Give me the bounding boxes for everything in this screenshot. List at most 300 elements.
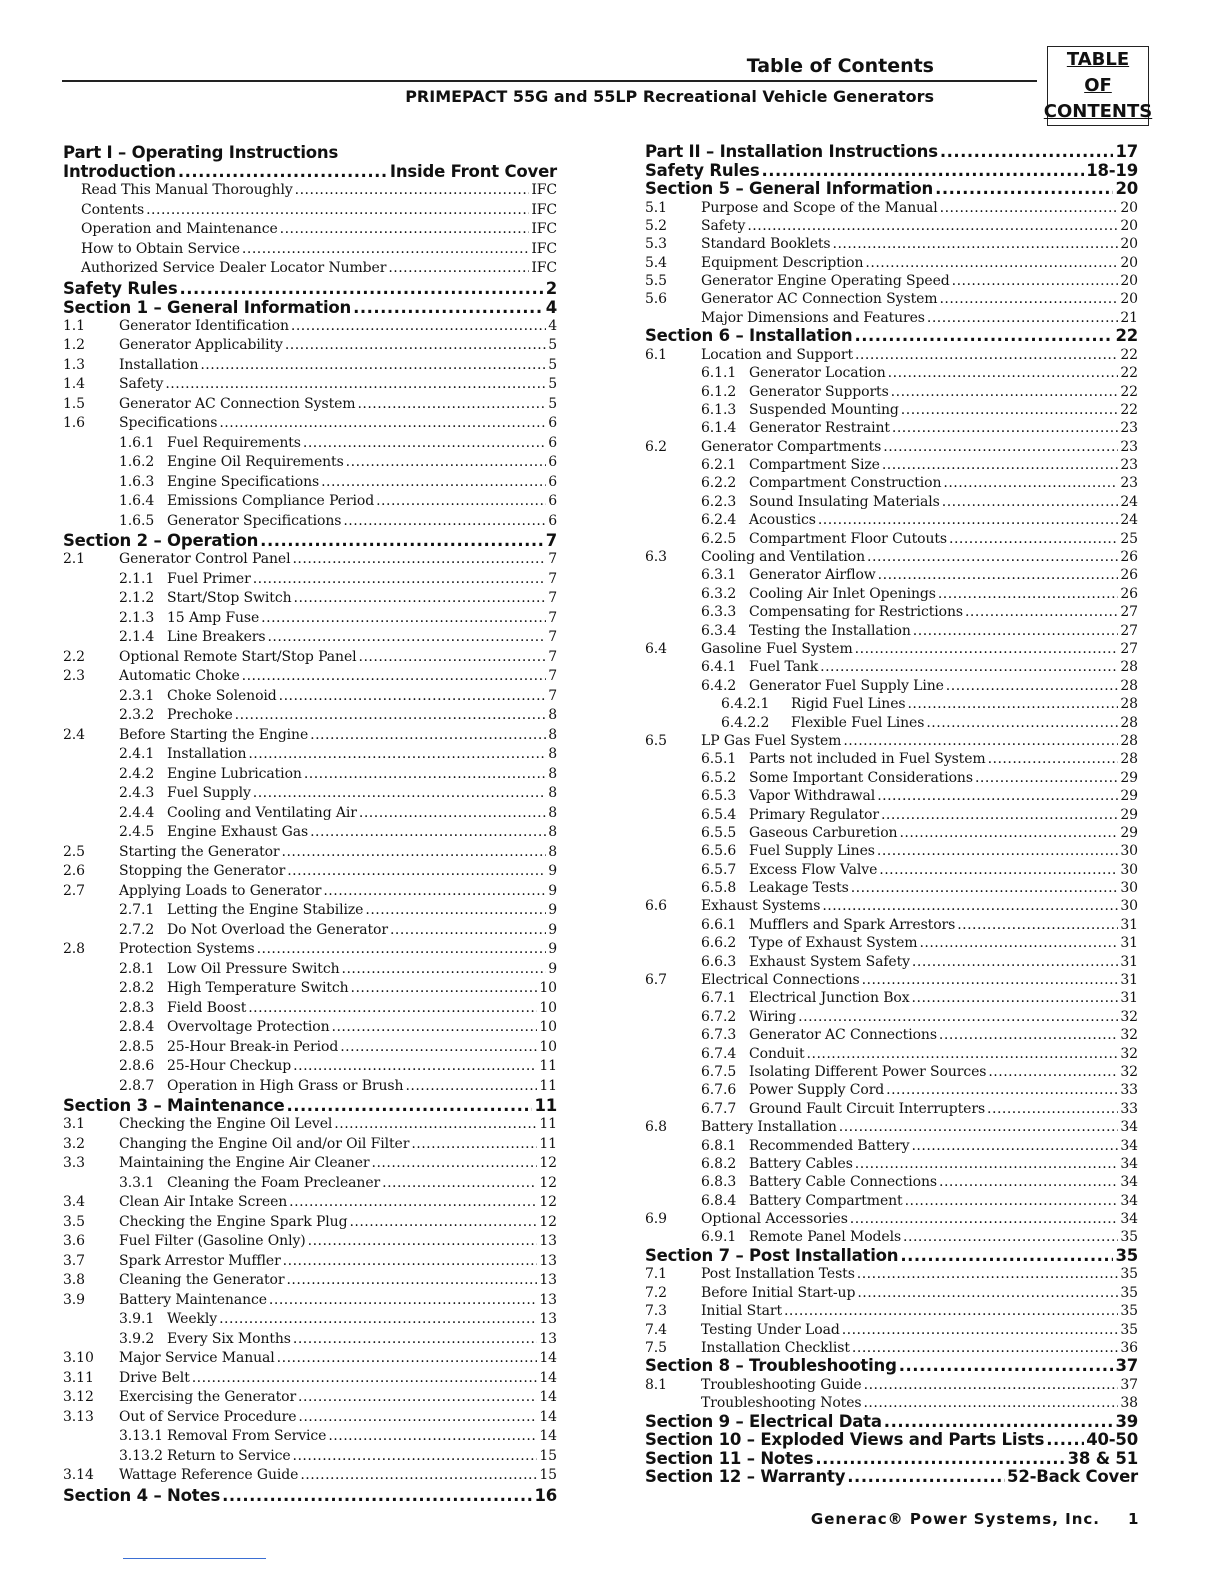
toc-entry[interactable] xyxy=(645,677,1138,695)
toc-entry[interactable] xyxy=(63,843,557,863)
toc-page-number: 10 xyxy=(539,1019,557,1035)
toc-entry-number: 6.5.7 xyxy=(701,861,737,878)
toc-page-number: 52-Back Cover xyxy=(1007,1467,1138,1487)
toc-entry[interactable] xyxy=(63,1271,557,1291)
toc-page-number: 33 xyxy=(1120,1082,1138,1099)
toc-entry-title: Automatic Choke xyxy=(119,668,240,684)
dot-leader xyxy=(943,474,1118,492)
toc-entry[interactable] xyxy=(63,1135,557,1155)
toc-section-heading[interactable] xyxy=(645,1413,1138,1432)
toc-section-heading[interactable] xyxy=(645,1247,1138,1266)
toc-entry-number: 2.1.1 xyxy=(119,570,155,587)
toc-page-number: 10 xyxy=(539,999,557,1016)
toc-entry[interactable] xyxy=(63,901,557,921)
dot-leader xyxy=(293,1330,537,1350)
toc-page-number: 29 xyxy=(1120,824,1138,841)
toc-entry[interactable] xyxy=(63,201,557,221)
toc-entry-title: Prechoke xyxy=(167,707,233,723)
toc-entry[interactable] xyxy=(645,622,1138,640)
dot-leader xyxy=(248,999,537,1019)
toc-entry-title: Engine Specifications xyxy=(167,473,320,490)
dot-leader xyxy=(219,414,546,434)
toc-entry[interactable] xyxy=(63,784,557,804)
toc-page-number: 31 xyxy=(1120,953,1138,970)
toc-page-number: 35 xyxy=(1120,1266,1138,1283)
toc-entry[interactable] xyxy=(63,395,557,415)
toc-entry[interactable] xyxy=(63,1018,557,1038)
toc-entry[interactable] xyxy=(645,842,1138,860)
toc-section-heading[interactable] xyxy=(645,143,1138,162)
toc-entry[interactable] xyxy=(645,1376,1138,1394)
toc-entry-number: 6.5.1 xyxy=(701,751,737,768)
toc-entry-title: Section 1 – General Information xyxy=(63,297,352,317)
toc-section-heading[interactable] xyxy=(645,162,1138,181)
toc-entry-number: 7.2 xyxy=(645,1284,667,1301)
toc-entry[interactable] xyxy=(645,806,1138,824)
toc-entry[interactable] xyxy=(645,456,1138,474)
dot-leader xyxy=(200,356,546,376)
toc-entry[interactable] xyxy=(63,1369,557,1389)
toc-entry[interactable] xyxy=(645,953,1138,971)
toc-entry[interactable] xyxy=(645,658,1138,676)
toc-page-number: 31 xyxy=(1120,990,1138,1007)
dot-leader xyxy=(405,1077,537,1097)
toc-entry-number: 6.1.3 xyxy=(701,401,737,418)
dot-leader xyxy=(850,1210,1119,1228)
toc-entry[interactable] xyxy=(63,960,557,980)
dot-leader xyxy=(359,648,547,668)
toc-entry[interactable] xyxy=(645,1173,1138,1191)
toc-entry-title: Suspended Mounting xyxy=(749,401,899,418)
toc-entry[interactable] xyxy=(645,290,1138,308)
toc-entry-number: 6.4.2.1 xyxy=(721,696,770,713)
toc-entry[interactable] xyxy=(645,1137,1138,1155)
toc-entry[interactable] xyxy=(63,336,557,356)
dot-leader xyxy=(913,622,1119,640)
toc-entry-number: 6.7.3 xyxy=(701,1027,737,1044)
toc-page-number: 7 xyxy=(548,570,557,587)
toc-entry[interactable] xyxy=(63,1174,557,1194)
dot-leader xyxy=(192,1369,538,1389)
toc-entry-number: 6.2 xyxy=(645,438,667,455)
toc-entry-title: Generator Airflow xyxy=(749,567,876,584)
toc-page-number: 20 xyxy=(1120,199,1138,216)
toc-page-number: 7 xyxy=(548,551,557,567)
toc-entry[interactable] xyxy=(645,566,1138,584)
toc-entry-title: Before Starting the Engine xyxy=(119,726,309,743)
footer-brand: Generac® Power Systems, Inc. xyxy=(810,1510,1100,1528)
toc-entry[interactable] xyxy=(645,235,1138,253)
toc-entry-number: 2.1.3 xyxy=(119,609,155,626)
toc-entry-title: Testing the Installation xyxy=(749,622,911,639)
toc-section-heading[interactable] xyxy=(63,1096,557,1115)
toc-entry-title: Parts not included in Fuel System xyxy=(749,751,986,768)
toc-entry[interactable] xyxy=(645,364,1138,382)
toc-page-number: 27 xyxy=(1120,622,1138,639)
toc-entry[interactable] xyxy=(645,1394,1138,1412)
toc-entry[interactable] xyxy=(645,401,1138,419)
toc-entry[interactable] xyxy=(63,940,557,960)
toc-page-number: 22 xyxy=(1120,383,1138,400)
toc-entry[interactable] xyxy=(63,628,557,648)
toc-section-heading[interactable] xyxy=(63,531,557,550)
toc-entry-title: Generator Compartments xyxy=(701,438,882,455)
toc-page-number: 2 xyxy=(545,278,557,298)
toc-entry[interactable] xyxy=(645,603,1138,621)
toc-page-number: 25 xyxy=(1120,530,1138,547)
toc-entry[interactable] xyxy=(645,824,1138,842)
toc-entry[interactable] xyxy=(645,695,1138,713)
toc-entry[interactable] xyxy=(645,217,1138,235)
tab-word-3: CONTENTS xyxy=(1043,101,1153,122)
toc-entry[interactable] xyxy=(63,999,557,1019)
toc-section-heading[interactable] xyxy=(645,180,1138,199)
dot-leader xyxy=(912,989,1119,1007)
toc-entry[interactable] xyxy=(63,745,557,765)
toc-section-heading[interactable] xyxy=(645,1468,1138,1487)
toc-entry-title: Low Oil Pressure Switch xyxy=(167,960,340,977)
toc-entry[interactable] xyxy=(63,1077,557,1097)
toc-page-number: 28 xyxy=(1120,732,1138,749)
toc-entry[interactable] xyxy=(645,897,1138,915)
toc-entry[interactable] xyxy=(63,979,557,999)
toc-entry-number: 2.7.2 xyxy=(119,921,155,938)
toc-entry[interactable] xyxy=(63,453,557,473)
toc-page-number: 34 xyxy=(1120,1137,1138,1154)
toc-entry[interactable] xyxy=(63,1154,557,1174)
toc-page-number: 24 xyxy=(1120,512,1138,529)
toc-entry-number: 6.5.6 xyxy=(701,843,737,860)
toc-entry-title: Generator Restraint xyxy=(749,420,890,437)
toc-entry-title: Introduction xyxy=(63,162,176,181)
toc-page-number: 11 xyxy=(534,1096,557,1115)
toc-entry[interactable] xyxy=(63,1349,557,1369)
toc-section-heading[interactable] xyxy=(63,279,557,298)
toc-entry[interactable] xyxy=(63,1466,557,1486)
toc-entry[interactable] xyxy=(645,1284,1138,1302)
toc-page-number: 13 xyxy=(539,1291,557,1308)
dot-leader xyxy=(877,842,1119,860)
toc-entry[interactable] xyxy=(645,438,1138,456)
toc-entry[interactable] xyxy=(645,585,1138,603)
toc-entry-number: 3.9.1 xyxy=(119,1311,155,1327)
toc-entry-title: Leakage Tests xyxy=(749,880,849,897)
toc-entry[interactable] xyxy=(645,1155,1138,1173)
toc-page-number: 29 xyxy=(1120,806,1138,823)
toc-entry[interactable] xyxy=(645,346,1138,364)
toc-entry[interactable] xyxy=(645,1045,1138,1063)
toc-entry[interactable] xyxy=(63,1447,557,1467)
toc-entry-number: 6.7.2 xyxy=(701,1008,737,1025)
toc-entry[interactable] xyxy=(645,1192,1138,1210)
toc-page-number: 14 xyxy=(539,1369,557,1386)
toc-entry[interactable] xyxy=(63,667,557,687)
toc-entry[interactable] xyxy=(645,474,1138,492)
toc-page-number: 12 xyxy=(539,1155,557,1171)
toc-entry[interactable] xyxy=(63,823,557,843)
toc-section-heading[interactable] xyxy=(63,298,557,317)
toc-section-heading[interactable] xyxy=(63,1486,557,1505)
toc-entry-title: Fuel Filter (Gasoline Only) xyxy=(119,1233,306,1249)
toc-entry-title: Field Boost xyxy=(167,999,247,1016)
toc-entry-title: Start/Stop Switch xyxy=(167,590,292,606)
toc-entry-title: Compensating for Restrictions xyxy=(749,604,963,621)
toc-entry[interactable] xyxy=(645,879,1138,897)
toc-entry[interactable] xyxy=(63,1038,557,1058)
toc-entry[interactable] xyxy=(63,1408,557,1428)
toc-entry[interactable] xyxy=(63,1213,557,1233)
toc-entry[interactable] xyxy=(63,765,557,785)
toc-page-number: 23 xyxy=(1120,438,1138,455)
toc-entry[interactable] xyxy=(645,1100,1138,1118)
dot-leader xyxy=(900,1247,1113,1266)
toc-entry[interactable] xyxy=(63,1427,557,1447)
toc-entry-title: Conduit xyxy=(749,1045,805,1062)
toc-page-number: 23 xyxy=(1120,457,1138,474)
toc-entry[interactable] xyxy=(63,1388,557,1408)
toc-entry[interactable] xyxy=(645,769,1138,787)
toc-entry[interactable] xyxy=(63,317,557,337)
toc-entry[interactable] xyxy=(645,511,1138,529)
toc-entry-title: Optional Accessories xyxy=(701,1211,848,1228)
toc-entry-number: 1.2 xyxy=(63,337,85,353)
dot-leader xyxy=(865,254,1118,272)
toc-entry[interactable] xyxy=(645,1302,1138,1320)
toc-page-number: 32 xyxy=(1120,1063,1138,1080)
toc-entry-number: 2.1 xyxy=(63,551,85,567)
toc-entry[interactable] xyxy=(63,1232,557,1252)
toc-entry[interactable] xyxy=(63,726,557,746)
toc-entry[interactable] xyxy=(645,419,1138,437)
toc-entry[interactable] xyxy=(645,732,1138,750)
dot-leader xyxy=(940,199,1119,217)
dot-leader xyxy=(884,1413,1114,1432)
dot-leader xyxy=(289,1193,537,1213)
toc-entry-number: 6.4.2 xyxy=(701,677,737,694)
toc-page-number: IFC xyxy=(531,182,557,198)
toc-section-heading[interactable] xyxy=(645,1431,1138,1450)
toc-entry[interactable] xyxy=(63,862,557,882)
toc-entry[interactable] xyxy=(63,414,557,434)
dot-leader xyxy=(146,201,529,221)
toc-entry[interactable] xyxy=(645,1339,1138,1357)
toc-entry[interactable] xyxy=(645,254,1138,272)
toc-entry[interactable] xyxy=(645,989,1138,1007)
toc-entry[interactable] xyxy=(645,1321,1138,1339)
toc-page-number: 17 xyxy=(1115,142,1138,161)
toc-entry[interactable] xyxy=(63,1330,557,1350)
toc-entry-number: 3.5 xyxy=(63,1213,85,1230)
toc-entry[interactable] xyxy=(63,570,557,590)
toc-entry[interactable] xyxy=(63,648,557,668)
toc-entry[interactable] xyxy=(645,640,1138,658)
toc-entry-number: 6.5.3 xyxy=(701,788,737,805)
toc-page-number: 16 xyxy=(534,1485,557,1505)
toc-page-number: 10 xyxy=(539,1038,557,1055)
dot-leader xyxy=(165,375,546,395)
toc-left-column xyxy=(63,143,557,1505)
toc-entry[interactable] xyxy=(63,550,557,570)
toc-entry-number: 6.2.2 xyxy=(701,475,737,492)
toc-entry-number: 2.5 xyxy=(63,843,85,860)
toc-entry-number: 6.6.1 xyxy=(701,916,737,933)
toc-entry-title: Section 7 – Post Installation xyxy=(645,1245,899,1265)
dot-leader xyxy=(260,531,544,550)
toc-entry-title: Safety xyxy=(119,376,164,392)
dot-leader xyxy=(346,453,547,473)
toc-entry-title: Exercising the Generator xyxy=(119,1389,297,1405)
toc-page-number: 4 xyxy=(545,297,557,317)
toc-entry[interactable] xyxy=(645,1265,1138,1283)
toc-section-heading[interactable] xyxy=(645,1450,1138,1469)
toc-entry[interactable] xyxy=(63,1193,557,1213)
toc-entry[interactable] xyxy=(645,272,1138,290)
toc-entry[interactable] xyxy=(645,493,1138,511)
dot-leader xyxy=(847,1468,1005,1487)
toc-entry[interactable] xyxy=(645,548,1138,566)
toc-entry[interactable] xyxy=(645,861,1138,879)
toc-section-heading[interactable] xyxy=(63,162,557,181)
toc-entry-number: 3.13 xyxy=(63,1408,94,1425)
dot-leader xyxy=(747,217,1118,235)
toc-entry-title: Wiring xyxy=(749,1008,797,1025)
dot-leader xyxy=(242,240,529,260)
toc-page-number: 32 xyxy=(1120,1027,1138,1044)
toc-entry[interactable] xyxy=(63,512,557,532)
toc-entry-number: 1.6.3 xyxy=(119,473,155,490)
toc-entry[interactable] xyxy=(63,1252,557,1272)
dot-leader xyxy=(820,658,1118,676)
toc-entry-title: Generator AC Connections xyxy=(749,1027,937,1044)
dot-leader xyxy=(295,181,530,201)
toc-entry[interactable] xyxy=(63,375,557,395)
toc-page-number: 22 xyxy=(1120,365,1138,382)
toc-entry-number: 3.2 xyxy=(63,1135,85,1152)
toc-page-number: 8 xyxy=(548,746,557,762)
toc-page-number: 20 xyxy=(1120,236,1138,253)
toc-entry-title: Compartment Floor Cutouts xyxy=(749,530,947,547)
toc-page-number: 28 xyxy=(1120,677,1138,694)
toc-entry-number: 2.4 xyxy=(63,726,85,743)
toc-entry[interactable] xyxy=(63,473,557,493)
toc-entry[interactable] xyxy=(63,356,557,376)
toc-entry[interactable] xyxy=(63,706,557,726)
toc-section-heading[interactable] xyxy=(645,327,1138,346)
toc-entry[interactable] xyxy=(63,1057,557,1077)
toc-entry[interactable] xyxy=(645,1228,1138,1246)
toc-entry[interactable] xyxy=(645,1081,1138,1099)
toc-entry-number: 6.8.2 xyxy=(701,1155,737,1172)
toc-entry[interactable] xyxy=(63,804,557,824)
dot-leader xyxy=(178,162,388,181)
toc-entry[interactable] xyxy=(645,1210,1138,1228)
toc-entry[interactable] xyxy=(63,1310,557,1330)
toc-entry[interactable] xyxy=(63,492,557,512)
toc-entry-number: 2.3.1 xyxy=(119,687,155,704)
toc-entry[interactable] xyxy=(645,787,1138,805)
toc-entry[interactable] xyxy=(63,589,557,609)
toc-entry-title: Troubleshooting Notes xyxy=(701,1395,862,1412)
toc-entry-title: Vapor Withdrawal xyxy=(749,788,876,805)
toc-entry[interactable] xyxy=(645,714,1138,732)
toc-entry[interactable] xyxy=(645,750,1138,768)
toc-entry[interactable] xyxy=(63,687,557,707)
toc-entry-title: Installation xyxy=(119,356,199,373)
toc-entry-number: 2.8.4 xyxy=(119,1019,155,1035)
dot-leader xyxy=(321,473,546,493)
toc-entry-title: Generator Supports xyxy=(749,383,889,400)
toc-entry[interactable] xyxy=(645,1026,1138,1044)
toc-entry[interactable] xyxy=(645,934,1138,952)
toc-entry[interactable] xyxy=(645,1008,1138,1026)
toc-entry[interactable] xyxy=(645,530,1138,548)
dot-leader xyxy=(843,732,1118,750)
toc-entry[interactable] xyxy=(63,259,557,279)
toc-page-number: 6 xyxy=(548,415,557,431)
toc-entry-number: 6.4.1 xyxy=(701,659,737,676)
toc-entry[interactable] xyxy=(63,181,557,201)
toc-tab-box[interactable] xyxy=(1043,46,1153,126)
toc-entry[interactable] xyxy=(63,434,557,454)
toc-page-number: 34 xyxy=(1120,1174,1138,1191)
toc-entry-title: Type of Exhaust System xyxy=(749,935,918,952)
toc-entry-number: 2.8 xyxy=(63,941,85,957)
toc-section-heading[interactable] xyxy=(63,143,557,162)
toc-entry[interactable] xyxy=(63,240,557,260)
dot-leader xyxy=(822,897,1118,915)
toc-entry[interactable] xyxy=(645,199,1138,217)
toc-entry-title: Equipment Description xyxy=(701,254,864,271)
toc-page-number: IFC xyxy=(531,260,557,276)
dot-leader xyxy=(946,677,1119,695)
toc-entry-title: Section 9 – Electrical Data xyxy=(645,1411,882,1431)
toc-entry[interactable] xyxy=(645,1118,1138,1136)
dot-leader xyxy=(857,1265,1119,1283)
toc-entry[interactable] xyxy=(63,882,557,902)
toc-section-heading[interactable] xyxy=(645,1357,1138,1376)
dot-leader xyxy=(287,862,546,882)
toc-entry[interactable] xyxy=(63,1291,557,1311)
toc-entry[interactable] xyxy=(63,220,557,240)
toc-entry-number: 6.7.1 xyxy=(701,990,737,1007)
toc-page-number: 12 xyxy=(539,1213,557,1230)
toc-entry-title: Section 10 – Exploded Views and Parts Lists xyxy=(645,1430,1045,1450)
toc-entry-title: Generator Location xyxy=(749,365,886,382)
toc-entry[interactable] xyxy=(645,383,1138,401)
toc-entry-title: Primary Regulator xyxy=(749,806,879,823)
toc-entry[interactable] xyxy=(63,1115,557,1135)
toc-entry[interactable] xyxy=(645,309,1138,327)
toc-entry-title: Exhaust System Safety xyxy=(749,953,910,970)
toc-page-number: 7 xyxy=(545,531,557,550)
toc-entry[interactable] xyxy=(645,916,1138,934)
toc-entry[interactable] xyxy=(645,971,1138,989)
dot-leader xyxy=(357,395,546,415)
toc-entry[interactable] xyxy=(63,921,557,941)
toc-entry-title: Electrical Connections xyxy=(701,972,860,989)
dot-leader xyxy=(905,1192,1119,1210)
toc-page-number: 34 xyxy=(1120,1119,1138,1136)
toc-entry-number: 5.6 xyxy=(645,291,667,308)
toc-entry-number: 2.4.4 xyxy=(119,804,155,821)
dot-leader xyxy=(839,1118,1119,1136)
toc-page-number: 31 xyxy=(1120,916,1138,933)
toc-entry[interactable] xyxy=(63,609,557,629)
toc-page-number: 20 xyxy=(1120,273,1138,290)
toc-entry-title: Optional Remote Start/Stop Panel xyxy=(119,648,357,665)
toc-page-number: 35 xyxy=(1120,1284,1138,1301)
toc-entry[interactable] xyxy=(645,1063,1138,1081)
